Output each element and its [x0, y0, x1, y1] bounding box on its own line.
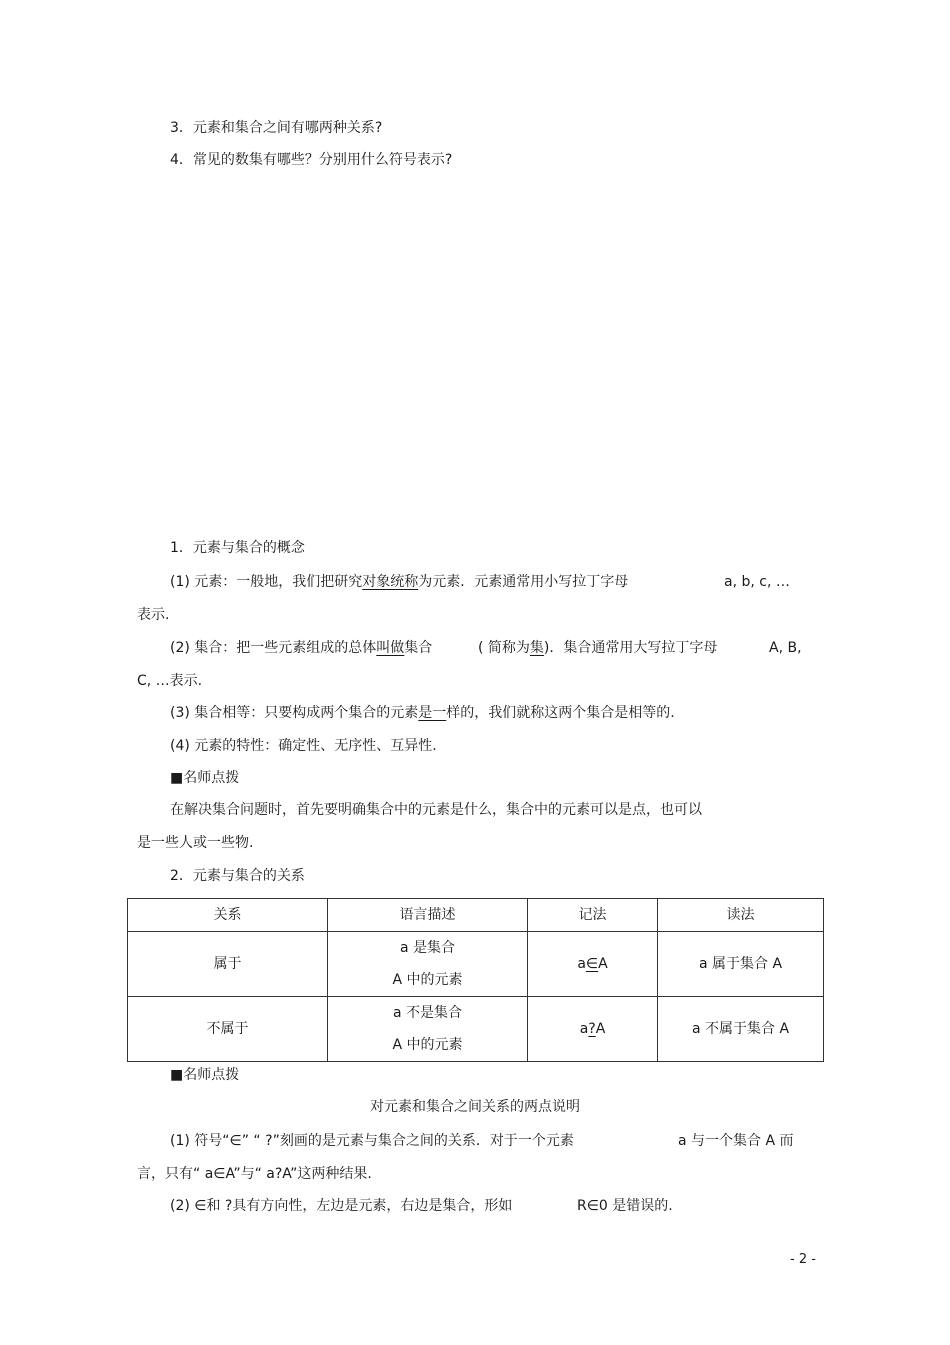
table-row	[128, 932, 824, 997]
tip-2-para-1-end: a 与一个集合 A 而	[678, 1133, 794, 1149]
para-element-text-b: 为元素．元素通常用小写拉丁字母	[418, 574, 629, 590]
para-set-equal-underline: 是一	[418, 705, 447, 721]
para-set-letters: A, B,	[769, 640, 802, 656]
table-header: 记法	[528, 899, 658, 932]
para-element-letters: a, b, c, …	[724, 574, 790, 590]
relation-cell: 不属于	[128, 997, 328, 1062]
reading-cell: a 不属于集合 A	[658, 997, 824, 1062]
para-element-cont: 表示.	[137, 607, 170, 623]
description-line: a 不是集合	[392, 1005, 463, 1021]
tip-2-para-1-cont: 言，只有“ a∈A”与“ a?A”这两种结果.	[137, 1166, 372, 1182]
notation-cell	[528, 932, 658, 997]
section2-heading: 2．元素与集合的关系	[170, 868, 305, 884]
para-set-underline-2: 集	[529, 640, 544, 656]
tip-1-line-1: 在解决集合问题时，首先要明确集合中的元素是什么，集合中的元素可以是点，也可以	[170, 802, 702, 818]
para-set-text-b: 集合	[404, 640, 433, 656]
tip-1-line-2: 是一些人或一些物.	[137, 835, 254, 851]
notation-set: A	[595, 1021, 606, 1037]
description-cell	[328, 932, 528, 997]
table-header: 关系	[128, 899, 328, 932]
para-set-abbr	[478, 638, 717, 658]
question-4: 4．常见的数集有哪些？分别用什么符号表示?	[170, 152, 453, 168]
para-set-equal-text-a: (3) 集合相等：只要构成两个集合的元素	[170, 705, 419, 721]
para-element-underline: 对象统称	[362, 574, 419, 590]
tip-heading-1: ■名师点拨	[170, 770, 240, 786]
notation-set: A	[598, 956, 608, 972]
notation-cell	[528, 997, 658, 1062]
reading-cell: a 属于集合 A	[658, 932, 824, 997]
relation-table	[127, 898, 824, 1062]
para-properties: (4) 元素的特性：确定性、无序性、互异性.	[170, 738, 437, 754]
section1-heading: 1．元素与集合的概念	[170, 540, 305, 556]
description-line: A 中的元素	[392, 1037, 463, 1053]
para-set-equal	[170, 703, 675, 723]
table-header: 读法	[658, 899, 824, 932]
relation-cell: 属于	[128, 932, 328, 997]
table-header-row	[128, 899, 824, 932]
para-element	[170, 572, 628, 592]
table-row	[128, 997, 824, 1062]
table-header: 语言描述	[328, 899, 528, 932]
description-line: a 是集合	[399, 940, 456, 956]
question-3: 3．元素和集合之间有哪两种关系?	[170, 120, 383, 136]
page-number: - 2 -	[790, 1252, 816, 1267]
tip-2-title: 对元素和集合之间关系的两点说明	[370, 1099, 580, 1115]
para-set-underline-1: 叫做	[376, 640, 405, 656]
tip-2-para-2-end: R∈0 是错误的.	[577, 1198, 673, 1214]
para-set-text-c: ( 简称为	[478, 640, 530, 656]
description-cell	[328, 997, 528, 1062]
notation-element: a	[579, 1021, 589, 1037]
notation-element: a	[577, 956, 586, 972]
para-set	[170, 638, 432, 658]
notation-symbol: ?	[588, 1021, 596, 1037]
description-line: A 中的元素	[392, 972, 463, 988]
para-set-text-d: )．集合通常用大写拉丁字母	[543, 640, 718, 656]
tip-2-para-1: (1) 符号“∈” “ ?”刻画的是元素与集合之间的关系．对于一个元素	[170, 1133, 574, 1149]
notation-symbol: ∈	[585, 956, 599, 972]
para-set-equal-text-b: 样的，我们就称这两个集合是相等的.	[446, 705, 675, 721]
tip-2-para-2: (2) ∈和 ?具有方向性，左边是元素，右边是集合，形如	[170, 1198, 513, 1214]
para-set-cont: C, …表示.	[137, 673, 203, 689]
para-element-text-a: (1) 元素：一般地，我们把研究	[170, 574, 363, 590]
tip-heading-2: ■名师点拨	[170, 1067, 240, 1083]
para-set-text-a: (2) 集合：把一些元素组成的总体	[170, 640, 377, 656]
